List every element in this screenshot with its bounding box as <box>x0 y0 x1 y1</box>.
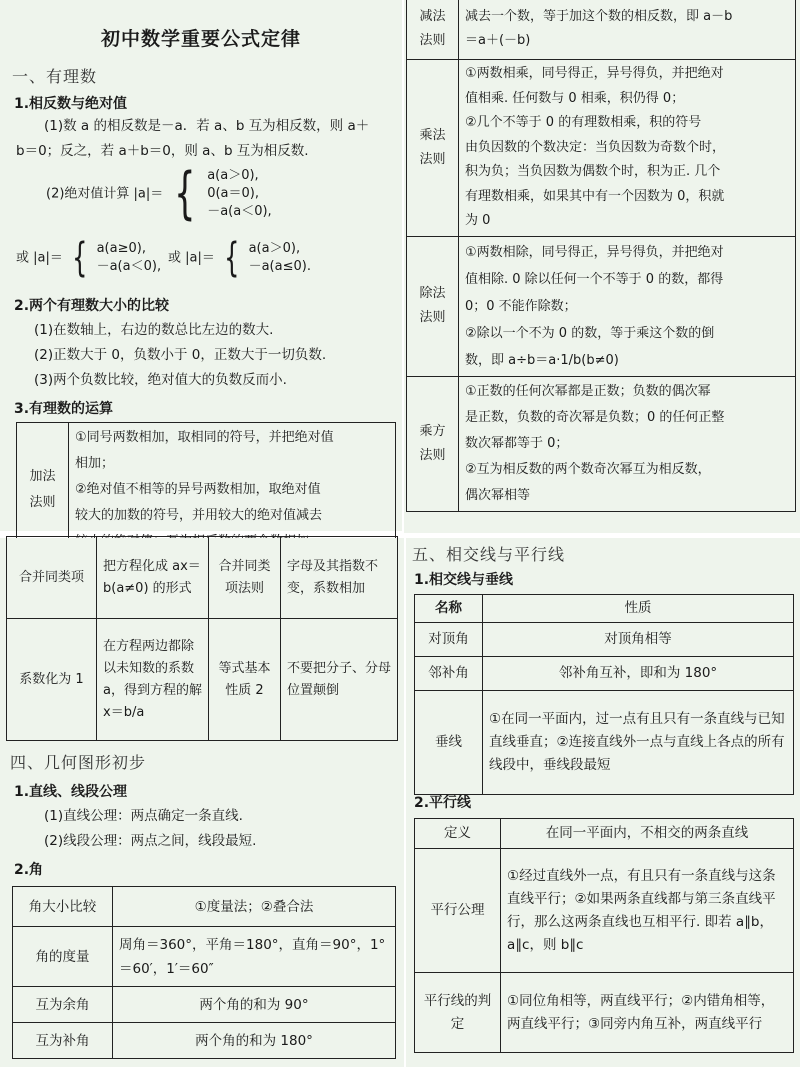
abs-alt-formula-2: 或 |a|＝ { a(a＞0), －a(a≤0). <box>168 235 311 281</box>
abs-alt-prefix-2: 或 |a|＝ <box>168 250 215 266</box>
division-rule-label: 除法法则 <box>407 236 459 376</box>
subheading-line-axioms: 1.直线、线段公理 <box>14 784 128 800</box>
table-row <box>415 623 794 657</box>
power-line-5: 偶次幂相等 <box>465 487 531 503</box>
table-row <box>415 657 794 691</box>
line-term-1: 对顶角 <box>415 623 483 657</box>
multiplication-line-1: ①两数相乘，同号得正，异号得负，并把绝对 <box>465 66 724 81</box>
angle-term-2: 角的度量 <box>13 927 113 987</box>
multiplication-rule-label: 乘法法则 <box>407 60 459 237</box>
multiplication-line-5: 积为负；当负因数为偶数个时，积为正. 几个 <box>465 164 721 179</box>
line-prop-2: 邻补角互补，即和为 180° <box>483 657 794 691</box>
panel-lines <box>406 538 800 1067</box>
subheading-compare: 2.两个有理数大小的比较 <box>14 298 170 314</box>
angle-desc-2: 周角＝360°，平角＝180°，直角＝90°，1°＝60′，1′＝60″ <box>113 927 396 987</box>
abs-case-3: －a(a＜0), <box>207 204 272 219</box>
eq-step-note-1: 字母及其指数不变，系数相加 <box>281 537 398 619</box>
abs-case-2: 0(a＝0), <box>207 186 259 201</box>
addition-line-2: 相加； <box>75 456 115 471</box>
abs-value-formula: (2)绝对值计算 |a|＝ { a(a＞0), 0(a＝0), －a(a＜0), <box>46 161 272 226</box>
division-line-3: 0；0 不能作除数； <box>465 298 577 314</box>
table-row <box>13 987 396 1023</box>
subheading-operations: 3.有理数的运算 <box>14 401 114 417</box>
division-rule-content <box>459 236 796 376</box>
addition-line-3: ②绝对值不相等的异号两数相加，取绝对值 <box>75 482 321 497</box>
angle-desc-4: 两个角的和为 180° <box>113 1023 396 1059</box>
table-row <box>407 236 796 376</box>
abs-alt2-case-1: a(a＞0), <box>248 241 301 256</box>
table-row <box>415 973 794 1053</box>
eq-step-name-2: 系数化为 1 <box>7 619 97 741</box>
equation-steps-table <box>6 536 398 741</box>
eq-step-note-2: 不要把分子、分母位置颠倒 <box>281 619 398 741</box>
parallel-term-2: 平行公理 <box>415 849 501 973</box>
multiplication-line-2: 值相乘. 任何数与 0 相乘，积仍得 0； <box>465 90 685 106</box>
abs-alt1-case-2: －a(a＜0), <box>96 259 162 274</box>
parallel-lines-table <box>414 818 794 1053</box>
abs-case-1: a(a＞0), <box>207 168 259 183</box>
table-row <box>407 60 796 237</box>
angle-desc-1: ①度量法；②叠合法 <box>113 887 396 927</box>
col-header-name: 名称 <box>415 595 483 623</box>
parallel-desc-1: 在同一平面内，不相交的两条直线 <box>501 819 794 849</box>
section-heading-lines: 五、相交线与平行线 <box>412 545 566 564</box>
addition-line-1: ①同号两数相加，取相同的符号，并把绝对值 <box>75 430 334 445</box>
abs-alt-prefix-1: 或 |a|＝ <box>16 250 63 266</box>
power-line-1: ①正数的任何次幂都是正数；负数的偶次幂 <box>465 383 711 399</box>
multiplication-line-4: 由负因数的个数决定：当负因数为奇数个时， <box>465 139 726 155</box>
operation-rules-table <box>406 0 796 512</box>
parallel-desc-3: ①同位角相等，两直线平行；②内错角相等，两直线平行；③同旁内角互补，两直线平行 <box>501 973 794 1053</box>
power-line-4: ②互为相反数的两个数奇次幂互为相反数， <box>465 461 711 477</box>
multiplication-rule-content <box>459 60 796 237</box>
eq-step-action-2: 在方程两边都除以未知数的系数 a，得到方程的解 x＝b/a <box>97 619 209 741</box>
addition-line-4: 较大的加数的符号，并用较大的绝对值减去 <box>75 508 323 523</box>
eq-step-basis-1: 合并同类项法则 <box>209 537 281 619</box>
subheading-intersect: 1.相交线与垂线 <box>414 572 514 588</box>
table-row <box>415 819 794 849</box>
table-row <box>407 0 796 60</box>
table-row <box>7 619 398 741</box>
multiplication-line-3: ②几个不等于 0 的有理数相乘，积的符号 <box>465 115 702 130</box>
compare-item-3: (3)两个负数比较，绝对值大的负数反而小. <box>34 372 287 388</box>
eq-step-basis-2: 等式基本性质 2 <box>209 619 281 741</box>
subtraction-rule-content <box>459 0 796 60</box>
subtraction-rule-label: 减法法则 <box>407 0 459 60</box>
parallel-term-3: 平行线的判定 <box>415 973 501 1053</box>
opposite-line-1: (1)数 a 的相反数是－a．若 a、b 互为相反数，则 a＋ <box>44 118 370 134</box>
table-row <box>415 849 794 973</box>
table-row <box>407 376 796 511</box>
line-term-3: 垂线 <box>415 691 483 795</box>
division-line-5: 数，即 a÷b＝a·1/b(b≠0) <box>465 352 619 368</box>
division-line-2: 值相除. 0 除以任何一个不等于 0 的数，都得 <box>465 271 724 287</box>
addition-rule-label: 加法法则 <box>17 423 69 558</box>
abs-alt2-case-2: －a(a≤0). <box>248 259 311 274</box>
line-axiom: (1)直线公理：两点确定一条直线. <box>44 808 243 824</box>
eq-step-name-1: 合并同类项 <box>7 537 97 619</box>
power-rule-label: 乘方法则 <box>407 376 459 511</box>
table-row <box>13 1023 396 1059</box>
line-prop-1: 对顶角相等 <box>483 623 794 657</box>
power-rule-content <box>459 376 796 511</box>
subheading-angles: 2.角 <box>14 862 44 878</box>
angle-desc-3: 两个角的和为 90° <box>113 987 396 1023</box>
opposite-line-2: b＝0；反之，若 a＋b＝0，则 a、b 互为相反数. <box>16 143 309 159</box>
segment-axiom: (2)线段公理：两点之间，线段最短. <box>44 833 257 849</box>
power-line-3: 数次幂都等于 0； <box>465 435 569 451</box>
table-row <box>13 927 396 987</box>
subheading-opposite-abs: 1.相反数与绝对值 <box>14 96 128 112</box>
power-line-2: 是正数，负数的奇次幂是负数；0 的任何正整 <box>465 409 725 425</box>
panel-operation-rules <box>404 0 800 533</box>
subtraction-line-2: ＝a＋(－b) <box>465 33 531 48</box>
section-heading-geometry: 四、几何图形初步 <box>10 753 147 772</box>
parallel-term-1: 定义 <box>415 819 501 849</box>
table-row <box>415 595 794 623</box>
col-header-property: 性质 <box>483 595 794 623</box>
subheading-parallel: 2.平行线 <box>414 795 472 811</box>
section-heading-rational: 一、有理数 <box>12 67 98 86</box>
line-term-2: 邻补角 <box>415 657 483 691</box>
multiplication-line-7: 为 0 <box>465 213 491 228</box>
angle-term-3: 互为余角 <box>13 987 113 1023</box>
compare-item-1: (1)在数轴上，右边的数总比左边的数大. <box>34 322 274 338</box>
intersect-lines-table <box>414 594 794 795</box>
parallel-desc-2: ①经过直线外一点，有且只有一条直线与这条直线平行；②如果两条直线都与第三条直线平行，那么这两条直线也互相平行. 即若 a∥b，a∥c，则 b∥c <box>501 849 794 973</box>
angle-term-4: 互为补角 <box>13 1023 113 1059</box>
angle-term-1: 角大小比较 <box>13 887 113 927</box>
table-row <box>415 691 794 795</box>
angle-table <box>12 886 396 1059</box>
abs-alt-formula-1: 或 |a|＝ { a(a≥0), －a(a＜0), <box>16 235 162 281</box>
multiplication-line-6: 有理数相乘，如果其中有一个因数为 0，积就 <box>465 188 725 204</box>
abs-prefix: (2)绝对值计算 |a|＝ <box>46 186 164 202</box>
compare-item-2: (2)正数大于 0，负数小于 0，正数大于一切负数. <box>34 347 327 363</box>
table-row <box>13 887 396 927</box>
division-line-1: ①两数相除，同号得正，异号得负，并把绝对 <box>465 244 724 260</box>
line-prop-3: ①在同一平面内，过一点有且只有一条直线与已知直线垂直；②连接直线外一点与直线上各点的所有线段中，垂线段最短 <box>483 691 794 795</box>
panel-equations-geometry <box>0 538 404 1067</box>
eq-step-action-1: 把方程化成 ax＝b(a≠0) 的形式 <box>97 537 209 619</box>
abs-alt1-case-1: a(a≥0), <box>96 241 146 256</box>
page-title: 初中数学重要公式定律 <box>100 28 301 50</box>
panel-rational-numbers <box>0 0 402 531</box>
table-row <box>7 537 398 619</box>
subtraction-line-1: 减去一个数，等于加这个数的相反数，即 a－b <box>465 9 733 24</box>
division-line-4: ②除以一个不为 0 的数，等于乘这个数的倒 <box>465 325 715 341</box>
